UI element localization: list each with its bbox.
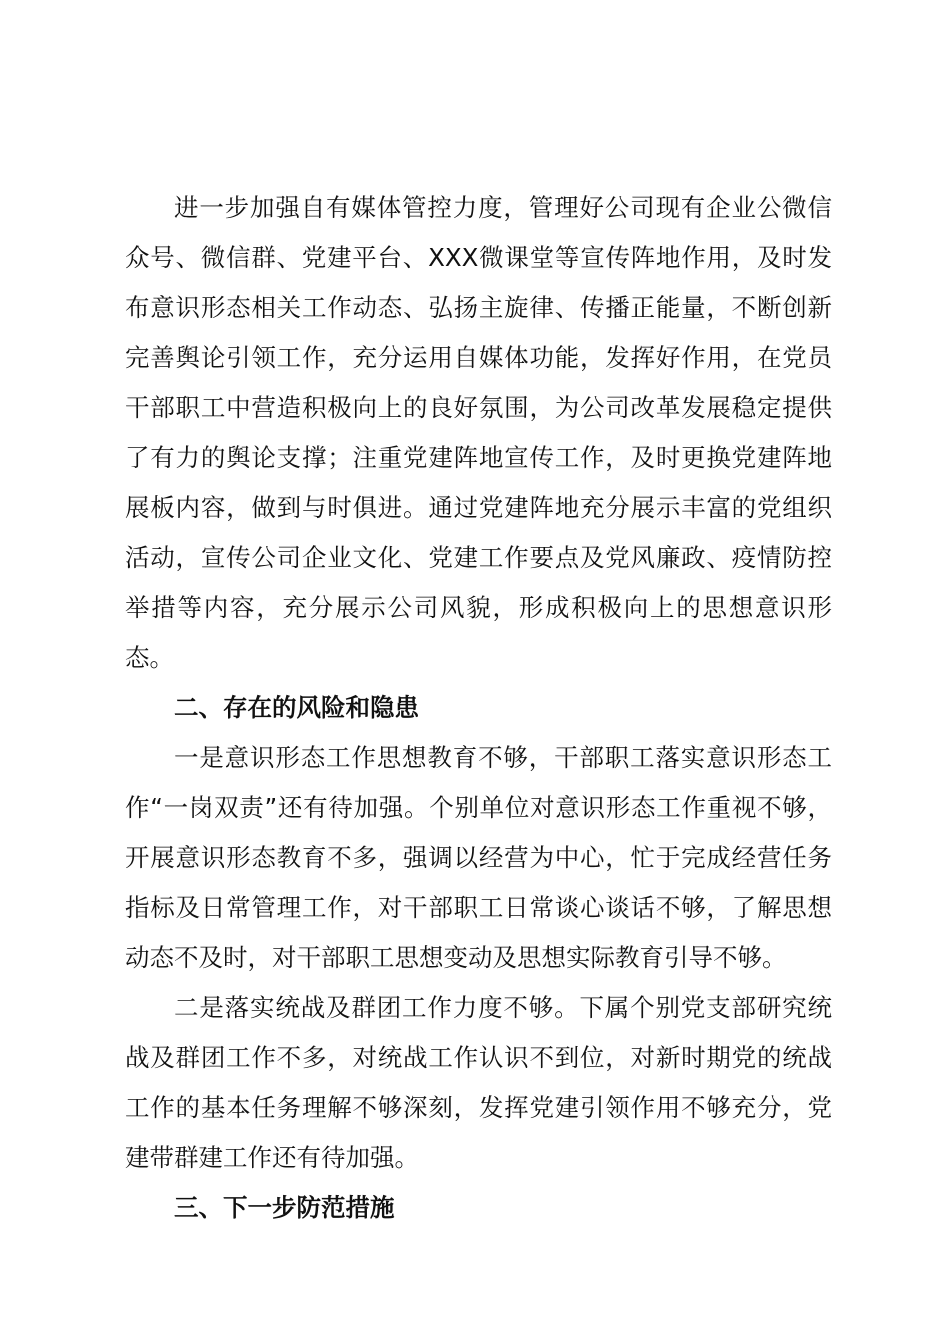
paragraph-risk-one: 一是意识形态工作思想教育不够，干部职工落实意识形态工作“一岗双责”还有待加强。个别单位对意识形态工作重视不够，开展意识形态教育不多，强调以经营为中心，忙于完成经营任务指标及日常管理工作，对干部职工日常谈心谈话不够，了解思想动态不及时，对干部职工思想变动及思想实际教育引导不够。 [125, 743, 832, 972]
paragraph-risk-two: 二是落实统战及群团工作力度不够。下属个别党支部研究统战及群团工作不多，对统战工作认识不到位，对新时期党的统战工作的基本任务理解不够深刻，发挥党建引领作用不够充分，党建带群建工作还有待加强。 [125, 993, 832, 1172]
document-body [125, 183, 832, 1233]
section-heading-measures: 三、下一步防范措施 [174, 1193, 395, 1222]
section-heading-risks: 二、存在的风险和隐患 [174, 693, 419, 722]
paragraph-media-control: 进一步加强自有媒体管控力度，管理好公司现有企业公微信众号、微信群、党建平台、XXX微课堂等宣传阵地作用，及时发布意识形态相关工作动态、弘扬主旋律、传播正能量，不断创新完善舆论引领工作，充分运用自媒体功能，发挥好作用，在党员干部职工中营造积极向上的良好氛围，为公司改革发展稳定提供了有力的舆论支撑；注重党建阵地宣传工作，及时更换党建阵地展板内容，做到与时俱进。通过党建阵地充分展示丰富的党组织活动，宣传公司企业文化、党建工作要点及党风廉政、疫情防控举措等内容，充分展示公司风貌，形成积极向上的思想意识形态。 [125, 193, 832, 672]
